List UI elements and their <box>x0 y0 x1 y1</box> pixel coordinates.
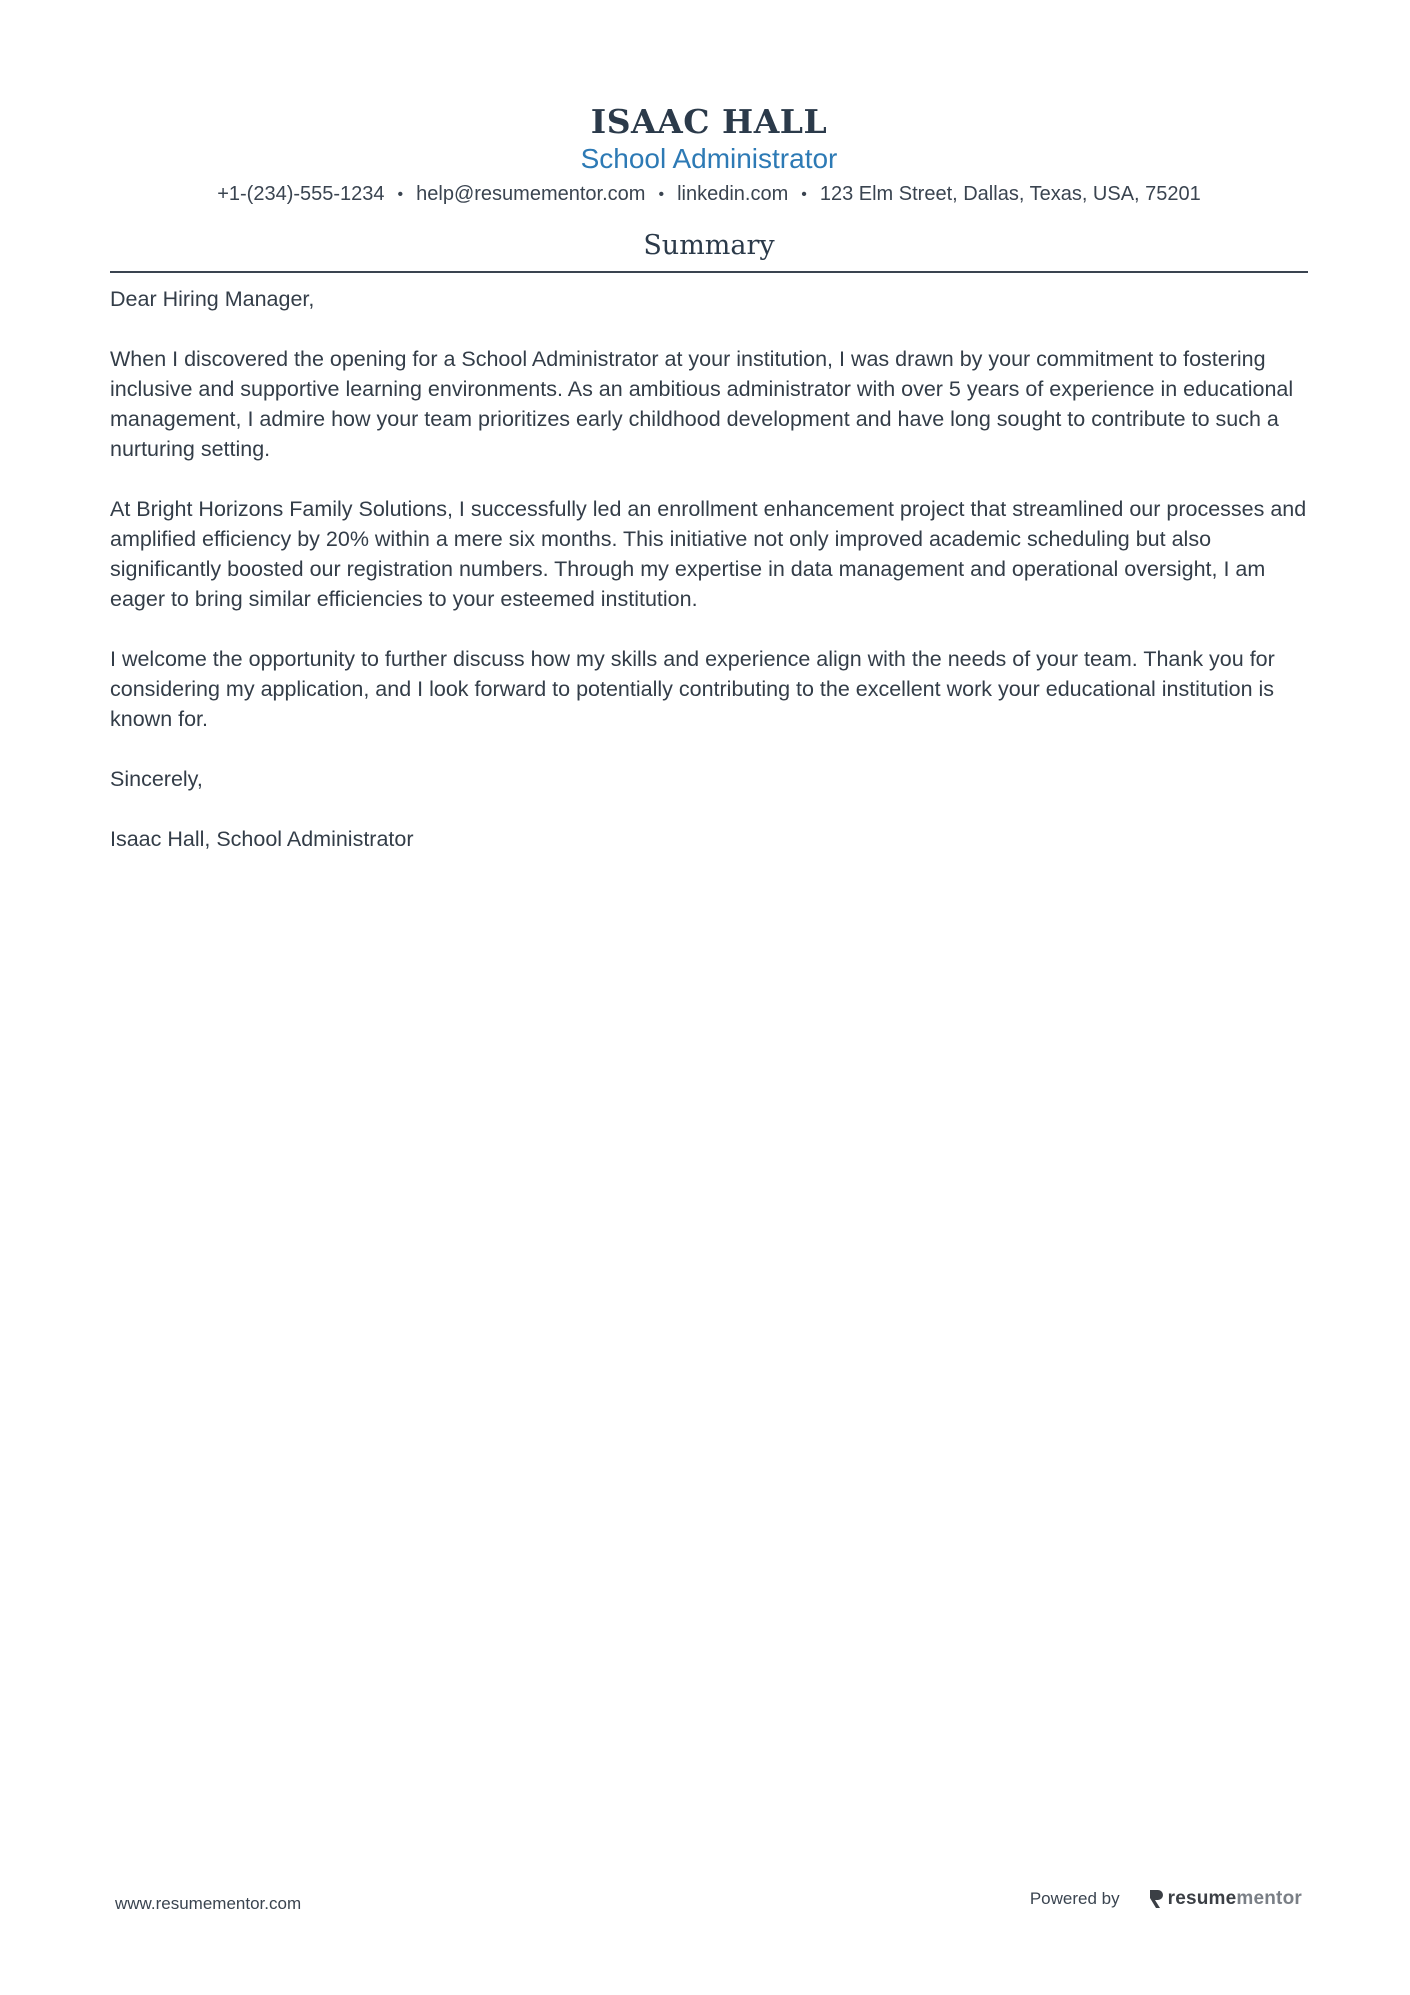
applicant-name: ISAAC HALL <box>590 102 828 141</box>
section-title: Summary <box>643 230 775 261</box>
contact-line <box>110 180 1308 209</box>
salutation: Dear Hiring Manager, <box>110 287 315 311</box>
letter-paragraph: I welcome the opportunity to further discuss how my skills and experience align with the needs of your team. Thank you for considering my application, and I look forward to potentially contributing to the excellent work your educational institution is known for. <box>110 647 1275 731</box>
section-divider <box>110 271 1308 273</box>
contact-separator: • <box>801 186 807 203</box>
brand-name-bold: resume <box>1167 1888 1237 1909</box>
letter-body <box>110 284 1310 884</box>
footer-website[interactable]: www.resumementor.com <box>115 1894 302 1913</box>
contact-linkedin[interactable]: linkedin.com <box>677 183 789 205</box>
footer-branding <box>1030 1888 1302 1910</box>
powered-by-label: Powered by <box>1029 1889 1120 1908</box>
contact-email[interactable]: help@resumementor.com <box>416 183 646 205</box>
resumementor-logo-icon <box>1148 1889 1164 1909</box>
contact-phone: +1-(234)-555-1234 <box>217 183 385 205</box>
letter-paragraph: At Bright Horizons Family Solutions, I successfully led an enrollment enhancement project that streamlined our processes and amplified efficiency by 20% within a mere six months. This initiative not only improved academic scheduling but also significantly boosted our registration numbers. Through my expertise in data management and operational oversight, I am eager to bring similar efficiencies to your esteemed institution. <box>110 497 1307 611</box>
signature: Isaac Hall, School Administrator <box>110 827 414 851</box>
contact-separator: • <box>658 186 665 203</box>
brand-name-light: mentor <box>1236 1888 1302 1909</box>
brand-logo[interactable] <box>1148 1888 1302 1910</box>
contact-address: 123 Elm Street, Dallas, Texas, USA, 75201 <box>819 183 1201 205</box>
applicant-title: School Administrator <box>580 143 838 174</box>
letter-paragraph: When I discovered the opening for a School Administrator at your institution, I was drawn by your commitment to fostering inclusive and supportive learning environments. As an ambitious administrator with over 5 years of experience in educational management, I admire how your team prioritizes early childhood development and have long sought to contribute to such a nurturing setting. <box>110 347 1294 461</box>
letter-header <box>110 100 1308 209</box>
closing: Sincerely, <box>110 767 203 791</box>
contact-separator: • <box>397 186 404 203</box>
